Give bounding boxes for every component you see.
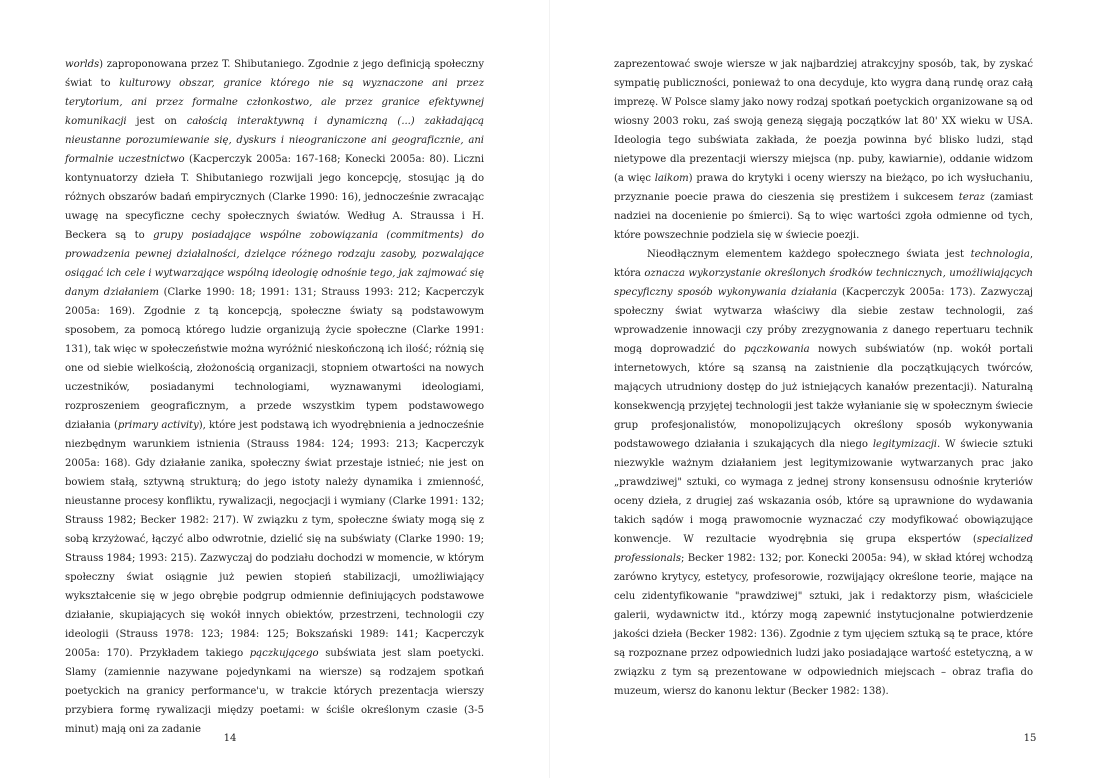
right-page xyxy=(550,0,1100,778)
italic-run: pączkowania xyxy=(744,344,810,355)
text-run: . W świecie sztuki niezwykle ważnym działaniem jest legitymizowanie wytwarzanych prac jako „prawdziwej" sztuki, co wymaga z jednej strony konsensusu odnośnie kryteriów oceny dzieła, z drugiej zaś wskazania osób, które są uprawnione do wydawania takich sądów i mogą prawomocnie wyznaczać czy modyfikować obowiązujące konwencje. W rezultacie wyodrębnia się grupa ekspertów ( xyxy=(614,439,1033,545)
italic-run: całością interaktywną i dynamiczną (...) zakładającą nieustanne porozumiewanie się, dyskurs i nieograniczone ani geograficznie, ani formalnie uczestnictwo xyxy=(65,116,485,165)
text-run: ) zaproponowana przez T. Shibutaniego. Zgodnie z jego definicją społeczny świat to xyxy=(65,59,484,89)
italic-run: grupy posiadające wspólne zobowiązania (commitments) do prowadzenia pewnej działalności, dzielące różnego rodzaju zasoby, pozwalające osiągać ich cele i wytwarzające wspólną ideologię odnośnie tego, jak zajmować się danym działaniem xyxy=(65,230,484,298)
italic-run: oznacza wykorzystanie określonych środków technicznych, umożliwiających specyficzny sposób wykonywania działania xyxy=(614,268,1033,298)
italic-run: worlds xyxy=(65,59,100,70)
text-run: (Kacperczyk 2005a: 173). Zazwyczaj społeczny świat wytwarza właściwy dla siebie zestaw technologii, zaś wprowadzenie innowacji czy próby zrezygnowania z danego repertuaru technik mogą doprowadzić do xyxy=(614,287,1033,355)
text-run: zaprezentować swoje wiersze w jak najbardziej atrakcyjny sposób, tak, by zyskać sympatię publiczności, ponieważ to ona decyduje, kto wygra daną rundę oraz całą imprezę. W Polsce slamy jako nowy rodzaj spotkań poetyckich organizowane są od wiosny 2003 roku, zaś swoją genezą sięgają początków lat 80' XX wieku w USA. Ideologia tego subświata zakłada, że poezja powinna być blisko ludzi, stąd nietypowe dla prezentacji wierszy miejsca (np. puby, kawiarnie), oddanie widzom (a więc xyxy=(614,59,1033,184)
text-run: (zamiast nadziei na docenienie po śmierci). Są to więc wartości zgoła odmienne od tych, które powszechnie podziela się w świecie poezji. xyxy=(614,192,1034,241)
right-page-number: 15 xyxy=(1023,733,1037,744)
text-run: subświata jest slam poetycki. Slamy (zamiennie nazywane pojedynkami na wiersze) są rodzajem spotkań poetyckich na granicy performance'u, w trakcie których prezentacja wierszy przybiera formę rywalizacji między poetami: w ściśle określonym czasie (3-5 minut) mają oni za zadanie xyxy=(65,648,484,735)
italic-run: pączkującego xyxy=(249,648,319,659)
italic-run: teraz xyxy=(958,192,985,203)
right-page-text xyxy=(614,55,1033,701)
italic-run: primary activity xyxy=(117,420,199,431)
left-page-number: 14 xyxy=(223,733,237,744)
text-run: (Kacperczyk 2005a: 167-168; Konecki 2005a: 80). Liczni kontynuatorzy dzieła T. Shibutaniego rozwijali jego koncepcję, stosując ją do różnych obszarów badań empirycznych (Clarke 1990: 16), jednocześnie zwracając uwagę na specyficzne cechy społecznych światów. Według A. Straussa i H. Beckera są to xyxy=(65,154,484,241)
text-run: nowych subświatów (np. wokół portali internetowych, które są szansą na zaistnienie dla początkujących twórców, mających utrudniony dostęp do już istniejących kanałów prezentacji). Naturalną konsekwencją przyjętej technologii jest także wyłanianie się w społecznym świecie grup profesjonalistów, monopolizujących określony sposób wykonywania podstawowego działania i szukających dla niego xyxy=(614,344,1033,450)
text-run: ; Becker 1982: 132; por. Konecki 2005a: 94), w skład której wchodzą zarówno krytycy, estetycy, profesorowie, rozwijający określone teorie, mające na celu zidentyfikowanie "prawdziwej" sztuki, jak i redaktorzy pism, właściciele galerii, wydawnictw itd., którzy mogą zapewnić instytucjonalne potwierdzenie jakości dzieła (Becker 1982: 136). Zgodnie z tym ujęciem sztuką są te prace, które są rozpoznane przez odpowiednich ludzi jako posiadające wartość estetyczną, a w związku z tym są prezentowane w odpowiednich miejscach – obraz trafia do muzeum, wiersz do kanonu lektur (Becker 1982: 138). xyxy=(614,553,1033,697)
text-run: (Clarke 1990: 18; 1991: 131; Strauss 1993: 212; Kacperczyk 2005a: 169). Zgodnie z tą koncepcją, społeczne światy są podstawowym sposobem, za pomocą którego ludzie organizują życie społeczne (Clarke 1991: 131), tak więc w społeczeństwie można wyróżnić nieskończoną ich ilość; różnią się one od siebie wielkością, złożonością organizacji, stopniem otwartości na nowych uczestników, posiadanymi technologiami, wyznawanymi ideologiami, rozproszeniem geograficznym, a przede wszystkim typem podstawowego działania ( xyxy=(65,287,484,431)
text-run: ) prawa do krytyki i oceny wierszy na bieżąco, po ich wysłuchaniu, przyznanie poecie prawa do cieszenia się prestiżem i sukcesem xyxy=(614,173,1033,203)
left-page-text xyxy=(65,55,484,739)
paragraph xyxy=(614,55,1033,245)
italic-run: laikom xyxy=(654,173,689,184)
italic-run: technologia xyxy=(970,249,1030,260)
paragraph xyxy=(65,55,484,739)
text-run: ), które jest podstawą ich wyodrębnienia a jednocześnie niezbędnym warunkiem istnienia (Strauss 1984: 124; 1993: 213; Kacperczyk 2005a: 168). Gdy działanie zanika, społeczny świat przestaje istnieć; nie jest on bowiem stałą, sztywną strukturą; do jego istoty należy dynamika i zmienność, nieustanne procesy konfliktu, rywalizacji, negocjacji i wymiany (Clarke 1991: 132; Strauss 1982; Becker 1982: 217). W związku z tym, społeczne światy mogą się z sobą krzyżować, łączyć albo odwrotnie, dzielić się na subświaty (Clarke 1990: 19; Strauss 1984; 1993: 215). Zazwyczaj do podziału dochodzi w momencie, w którym społeczny świat osiągnie już pewien stopień stabilizacji, umożliwiający wykształcenie się w jego obrębie podgrup odmiennie definiujących podstawowe działanie, skupiających się wokół innych obiektów, przestrzeni, technologii czy ideologii (Strauss 1978: 123; 1984: 125; Bokszański 1989: 141; Kacperczyk 2005a: 170). Przykładem takiego xyxy=(65,420,484,659)
italic-run: legitymizacji xyxy=(872,439,937,450)
italic-run: kulturowy obszar, granice którego nie są wyznaczone ani przez terytorium, ani przez formalne członkostwo, ale przez granice efektywnej komunikacji xyxy=(65,78,484,127)
paragraph xyxy=(614,245,1033,701)
text-run: , która xyxy=(614,249,1033,279)
text-run: Nieodłącznym elementem każdego społecznego świata jest xyxy=(647,249,971,260)
text-run: jest on xyxy=(126,116,187,127)
italic-run: specialized professionals xyxy=(614,534,1033,564)
